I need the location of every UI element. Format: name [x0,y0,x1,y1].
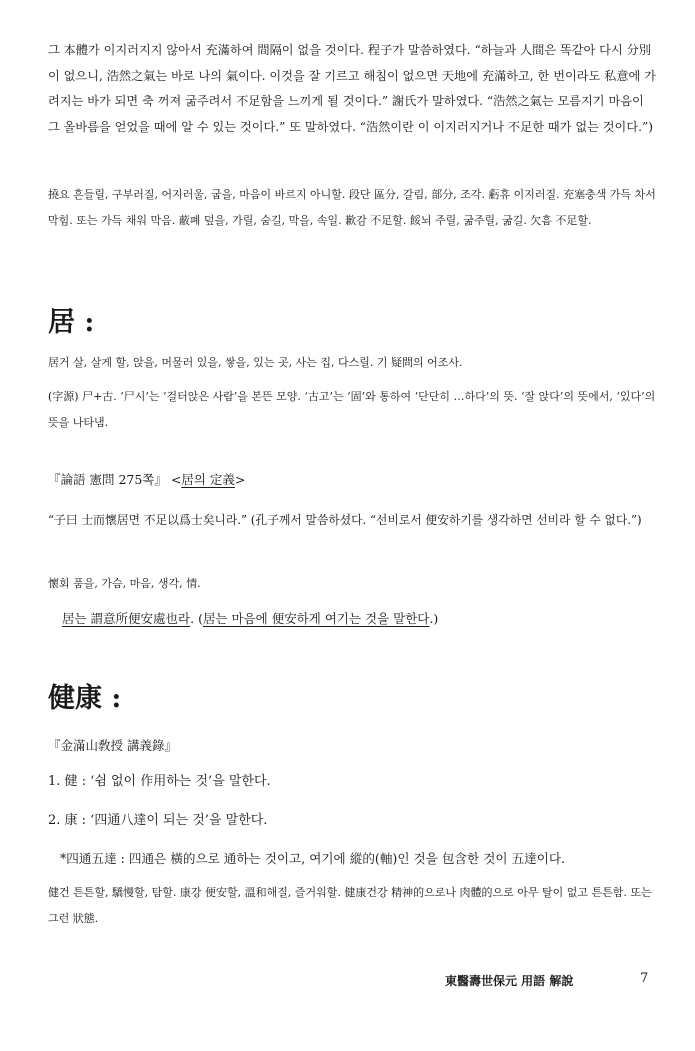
note-sitong-odal: *四通五達 : 四通은 橫的으로 通하는 것이고, 여기에 縱的(軸)인 것을 包含한 것이 五達이다. [60,851,566,866]
definition-separator: . ( [190,611,203,626]
footer-book-title: 東醫壽世保元 用語 解說 [445,974,574,988]
section-heading-health: 健康 : [48,683,122,714]
lunyu-quote-paragraph: “子曰 士而懷居면 不足以爲士矣니라.” (孔子께서 말씀하셨다. “선비로서 便安하기를 생각하면 선비라 할 수 없다.”) [48,513,642,527]
body-paragraph-haoran: 그 本體가 이지러지지 않아서 充滿하여 間隔이 없을 것이다. 程子가 말씀하였다. “하늘과 人間은 똑같아 다시 分別이 없으니, 浩然之氣는 바로 나의 氣이다. 이것을 잘 기르고 해침이 없으면 天地에 充滿하고, 한 번이라도 私意에 가려지는 바가 되면 축 꺼져 굶주려서 不足함을 느끼게 될 것이다.” 謝氏가 말하였다. “浩然之氣는 모름지기 마음이 그 올바름을 얻었을 때에 알 수 있는 것이다.” 또 말하였다. “浩然이란 이 이지러지거나 不足한 때가 없는 것이다.”) [48,43,656,134]
vocab-hoe: 懷회 품을, 가슴, 마음, 생각, 情. [48,577,201,590]
list-item-gang: 2. 康 : ‘四通八達이 되는 것’을 말한다. [48,813,268,828]
source-reference-kim: 『金滿山敎授 講義錄』 [48,738,177,753]
section-heading-ge: 居 : [48,307,95,338]
list-item-geon: 1. 健 : ‘쉼 없이 作用하는 것’을 말한다. [48,774,271,789]
vocab-paragraph-health: 健건 튼튼할, 驕慢할, 탐할. 康강 便安할, 溫和해질, 즐거워할. 健康건강 精神的으로나 肉體的으로 아무 탈이 없고 튼튼함. 또는 그런 狀態. [48,886,652,925]
definition-end: .) [429,611,439,626]
vocab-paragraph-1: 撓요 흔들릴, 구부러질, 어지러울, 굽을, 마음이 바르지 아니할. 段단 區分, 갈림, 部分, 조각. 虧휴 이지러질. 充塞충색 가득 차서 막힘. 또는 가득 채워 막음. 蔽폐 덮을, 가릴, 숨길, 막을, 속일. 歉감 不足할. 餒뇌 주릴, 굶주릴, 굶길. 欠흠 不足할. [48,188,656,227]
definition-ge: 居거 살, 살게 할, 앉을, 머물러 있을, 쌓을, 있는 곳, 사는 집, 다스릴. 기 疑問의 어조사. [48,356,463,369]
source-reference-lunyu [48,470,663,490]
source-link: 居의 定義 [181,472,235,487]
definition-hanmun: 居는 謂意所便安處也라 [62,611,191,626]
definition-korean: 居는 마음에 便安하게 여기는 것을 말한다 [202,611,430,626]
source-close: > [234,472,246,487]
footer-page-number: 7 [640,971,649,986]
etymology-paragraph: (字源) 尸+古. ‘尸시’는 ‘걸터앉은 사람’을 본뜬 모양. ‘古고’는 ‘固’와 통하여 ‘단단히 …하다’의 뜻. ‘잘 앉다’의 뜻에서, ‘있다’의 뜻을 나타냄. [48,390,656,429]
ge-definition-statement [62,609,677,629]
source-text: 『論語 憲問 275쪽』 < [48,472,182,487]
